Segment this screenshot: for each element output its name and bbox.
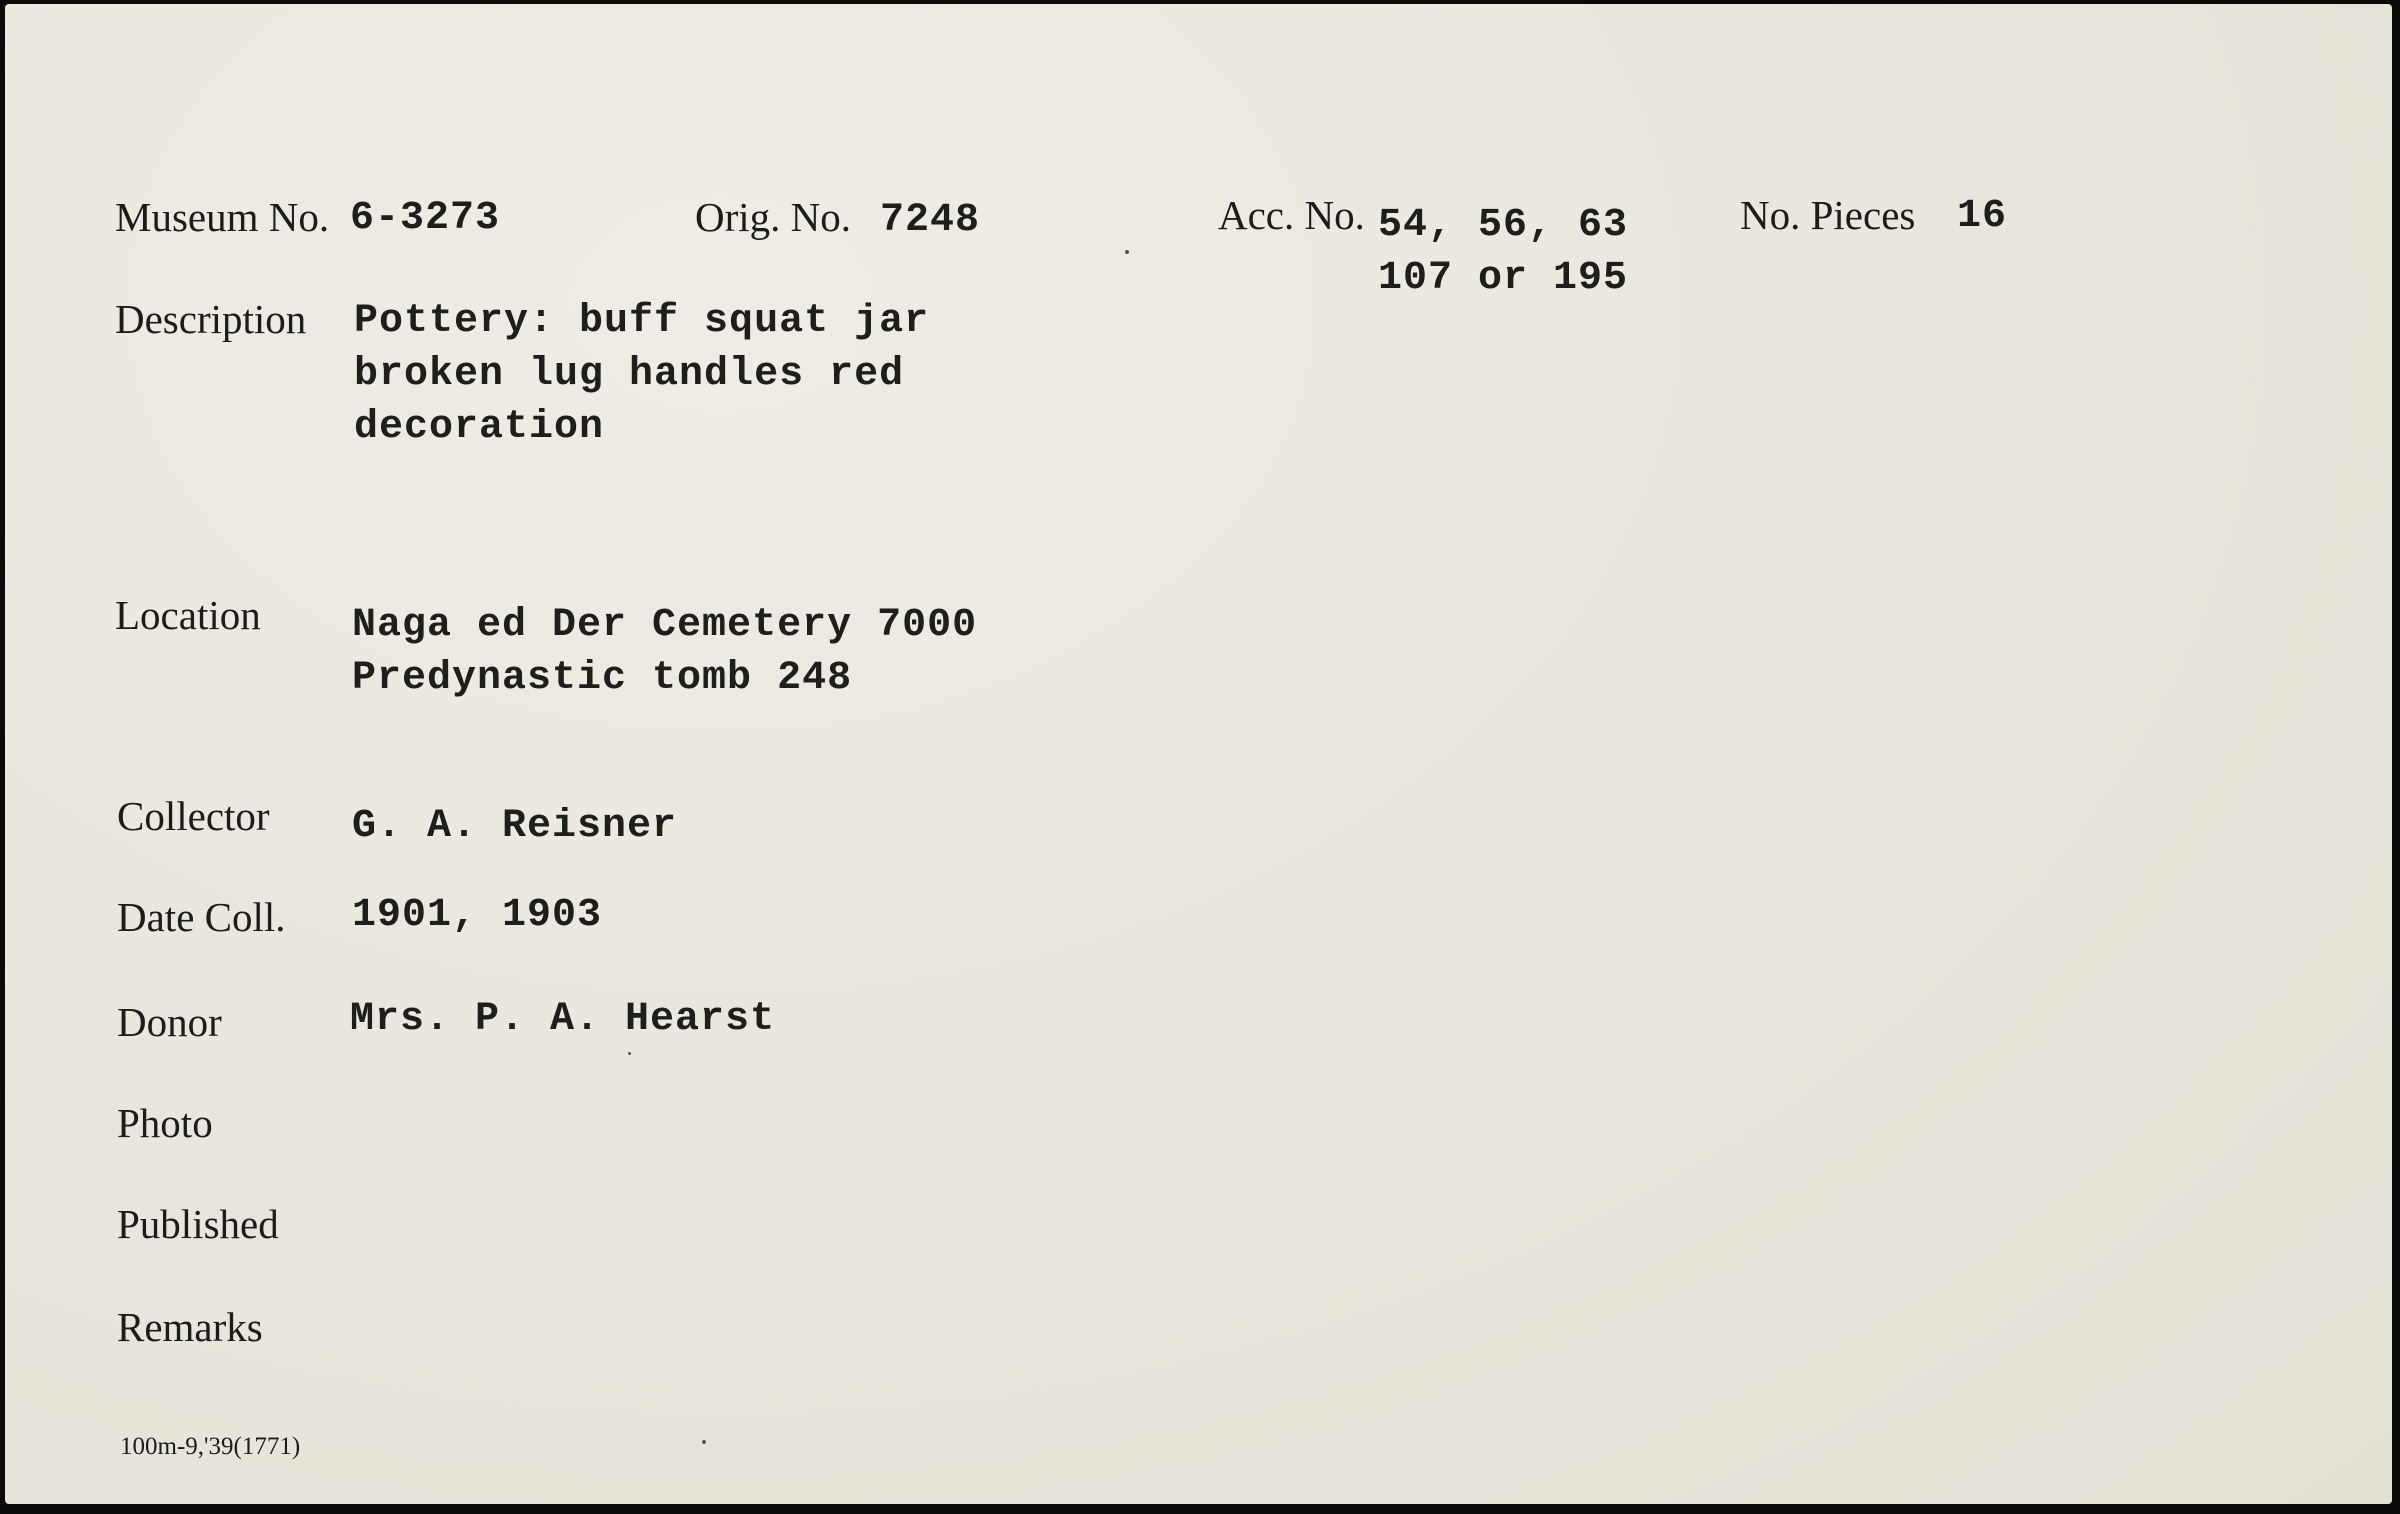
description-line2: broken lug handles red — [354, 352, 905, 397]
donor-value: Mrs. P. A. Hearst — [350, 997, 776, 1042]
no-pieces-value: 16 — [1957, 194, 2008, 239]
speck — [1125, 250, 1129, 254]
description-label: Description — [115, 296, 307, 342]
collector-value: G. A. Reisner — [352, 804, 678, 849]
description-line1: Pottery: buff squat jar — [354, 299, 930, 344]
museum-no-value: 6-3273 — [350, 196, 501, 241]
orig-no-value: 7248 — [880, 198, 981, 243]
museum-no-label: Museum No. — [115, 194, 330, 240]
photo-label: Photo — [117, 1100, 213, 1146]
acc-no-label: Acc. No. — [1218, 192, 1365, 238]
speck — [702, 1440, 706, 1444]
donor-label: Donor — [117, 999, 222, 1045]
location-line1: Naga ed Der Cemetery 7000 — [352, 603, 978, 648]
location-label: Location — [115, 592, 261, 638]
acc-no-value-line2: 107 or 195 — [1378, 256, 1629, 301]
published-label: Published — [117, 1201, 279, 1247]
collector-label: Collector — [117, 793, 270, 839]
footer-code: 100m-9,'39(1771) — [120, 1433, 301, 1460]
catalog-card — [5, 4, 2392, 1504]
no-pieces-label: No. Pieces — [1740, 192, 1916, 238]
location-line2: Predynastic tomb 248 — [352, 656, 853, 701]
acc-no-value-line1: 54, 56, 63 — [1378, 203, 1629, 248]
orig-no-label: Orig. No. — [695, 194, 852, 240]
date-coll-value: 1901, 1903 — [352, 893, 603, 938]
speck — [628, 1052, 631, 1055]
date-coll-label: Date Coll. — [117, 894, 286, 940]
remarks-label: Remarks — [117, 1304, 263, 1350]
description-line3: decoration — [354, 405, 605, 450]
